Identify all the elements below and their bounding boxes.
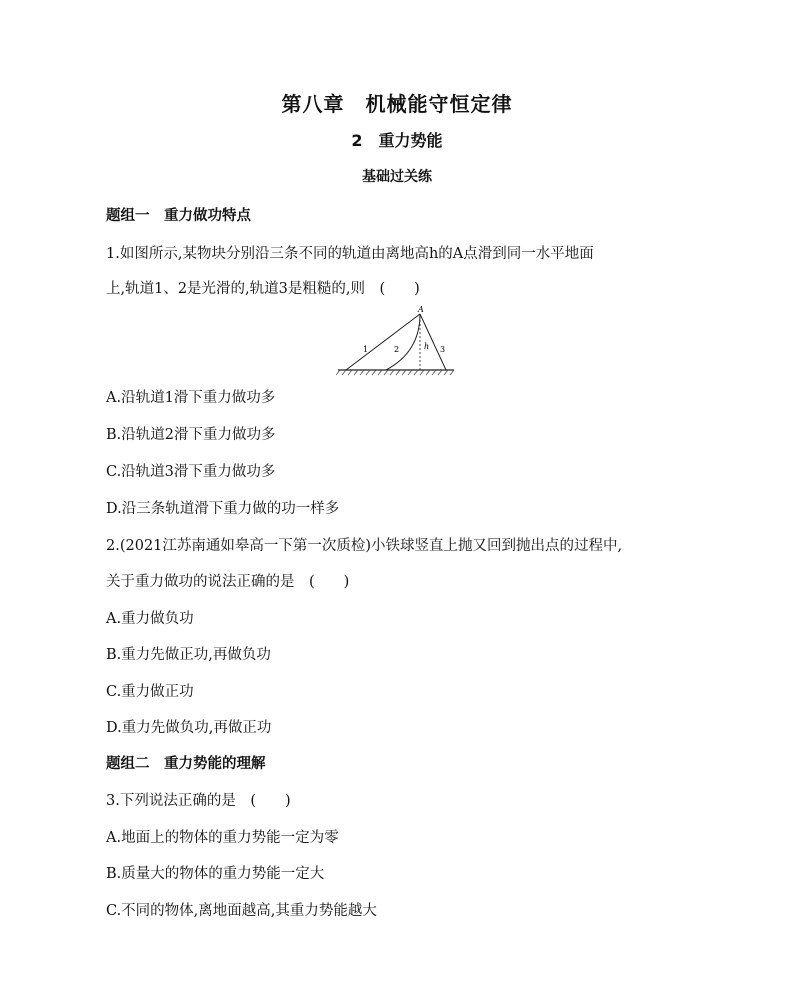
section-title: 2 重力势能 (351, 131, 443, 150)
q2-option-b: B.重力先做正功,再做负功 (106, 647, 271, 663)
q3-stem: 3.下列说法正确的是 ( ) (106, 793, 291, 809)
q2-option-a: A.重力做负功 (106, 611, 194, 627)
q3-option-b: B.质量大的物体的重力势能一定大 (106, 866, 325, 882)
ground-hatching (336, 370, 454, 375)
q2-stem-line2: 关于重力做功的说法正确的是 ( ) (106, 574, 350, 590)
q3-option-c: C.不同的物体,离地面越高,其重力势能越大 (106, 903, 377, 919)
track-2-label: 2 (394, 345, 400, 354)
q1-option-b: B.沿轨道2滑下重力做功多 (106, 427, 276, 443)
track-diagram (336, 302, 458, 378)
point-a-label: A (418, 305, 424, 314)
q1-option-c: C.沿轨道3滑下重力做功多 (106, 464, 276, 480)
track-1 (346, 314, 420, 370)
track-3-label: 3 (440, 345, 446, 354)
chapter-title: 第八章 机械能守恒定律 (281, 92, 513, 116)
track-1-label: 1 (363, 345, 369, 354)
q1-option-a: A.沿轨道1滑下重力做功多 (106, 390, 276, 406)
q3-option-a: A.地面上的物体的重力势能一定为零 (106, 830, 339, 846)
q2-option-c: C.重力做正功 (106, 684, 194, 700)
q2-option-d: D.重力先做负功,再做正功 (106, 720, 272, 736)
group-heading-1: 题组一 重力做功特点 (106, 208, 251, 224)
group-heading-2: 题组二 重力势能的理解 (106, 756, 266, 772)
q1-stem-line2: 上,轨道1、2是光滑的,轨道3是粗糙的,则 ( ) (106, 281, 420, 297)
height-label: h (424, 342, 430, 351)
q1-option-d: D.沿三条轨道滑下重力做的功一样多 (106, 501, 340, 517)
track-2 (386, 314, 420, 370)
subsection-title: 基础过关练 (362, 169, 432, 185)
q2-stem-line1: 2.(2021江苏南通如皋高一下第一次质检)小铁球竖直上抛又回到抛出点的过程中, (106, 538, 623, 554)
q1-stem-line1: 1.如图所示,某物块分别沿三条不同的轨道由离地高h的A点滑到同一水平地面 (106, 246, 594, 262)
